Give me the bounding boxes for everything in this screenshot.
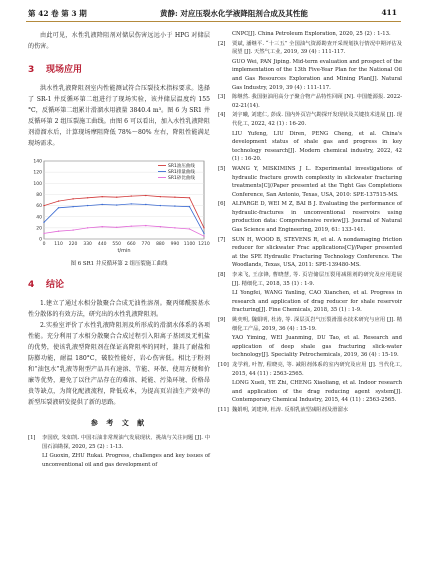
references-heading: 参 考 文 献 [90, 418, 148, 427]
series-point [87, 197, 88, 198]
series-point [43, 222, 44, 223]
series-point [145, 204, 146, 205]
x-tick-label: 110 [54, 242, 63, 247]
reference-item [218, 361, 402, 378]
page-number: 411 [381, 8, 397, 17]
series-point [203, 227, 204, 228]
reference-item [218, 334, 402, 360]
reference-text: WANG Y, MISKIMINS J L. Experimental investigations of hydraulic fracture growth complexity in slickwater fracturing treatments[C]//Paper presented at the Tight Gas Completions Conference, San Antonio, Texas, USA, 2010: SPE-137515-MS. [232, 165, 402, 198]
x-tick-label: 0 [42, 242, 46, 247]
reference-number: [6] [218, 201, 226, 208]
series-line [44, 226, 204, 237]
reference-number [218, 289, 232, 315]
reference-item [218, 236, 402, 270]
x-axis-label: t/min [117, 248, 131, 254]
reference-text: YAO Yiming, WEI Juanming, DU Tao, et al. Research and application of deep shale gas fracturing slick-water technology[J]. Speciality Petrochemicals, 2019, 36 (4) : 15-19. [232, 335, 402, 359]
reference-text: 姚奕明, 魏娟明, 杜涛, 等. 深层页岩气压裂滑溜水技术研究与应用 [J]. 精细化工产品, 2019, 36 (4) : 15-19. [232, 317, 402, 332]
series-point [174, 197, 175, 198]
series-point [131, 195, 132, 196]
right-column [218, 30, 402, 416]
series-point [160, 196, 161, 197]
reference-text: 李来飞, 王彦锋, 曹晓慧, 等. 页岩储层压裂用减阻剂的研究及应用进展 [J]. 精细化工, 2018, 35 (1) : 1-9. [232, 272, 402, 287]
reference-number: [3] [218, 94, 226, 101]
y-tick-label: 100 [33, 181, 42, 187]
reference-number: [4] [218, 112, 226, 119]
reference-item [218, 406, 402, 415]
reference-text: LIU Yufeng, LIU Diren, PENG Cheng, et al. China's development status of shale gas and progress in key technology research[J]. Modern chemical industry, 2022, 42 (1) : 16-20. [232, 130, 402, 163]
series-point [116, 204, 117, 205]
x-tick-label: 770 [141, 242, 151, 247]
reference-number [218, 379, 232, 405]
x-tick-label: 990 [170, 242, 180, 247]
reference-text: 贾斌, 潘继平. “十三五” 全国油气资源勘查开采规划执行情况中期评估及展望 [J]. 天然气工业, 2019, 39 (4) : 111-117. [232, 40, 402, 56]
reference-text: LONG Xueli, YE Zhi, CHENG Xiaoliang, et al. Indoor research and application of the drag reducing agent system[J]. Contemporary Chemical Industry, 2015, 44 (11) : 2563-2565. [232, 380, 402, 404]
reference-item [218, 58, 402, 92]
reference-item [218, 316, 402, 333]
reference-text: 李国欣, 朱如凯. 中国石油非常规油气发展现状、挑战与关注问题 [J]. 中国石油勘探, 2020, 25 (2) : 1-13. [42, 435, 210, 450]
legend-label: SR1砂比曲线 [168, 176, 195, 181]
series-point [116, 227, 117, 228]
series-point [101, 226, 102, 227]
reference-item [28, 434, 210, 451]
reference-text: 魏娟明, 刘建坤, 杜涛. 反相乳液型减阻剂及滑溜水 [232, 406, 349, 413]
section-4-title: 结论 [46, 280, 65, 290]
page-header [0, 0, 427, 26]
reference-item [218, 130, 402, 164]
series-line [44, 204, 204, 234]
reference-number [218, 334, 232, 360]
section-4-number: 4 [28, 280, 35, 290]
reference-item [218, 165, 402, 199]
series-point [189, 206, 190, 207]
reference-number: [10] [218, 361, 229, 368]
reference-item [218, 379, 402, 405]
reference-item [218, 200, 402, 234]
running-title: 黄静: 对应压裂水化学液降阻剂合成及其性能 [160, 9, 308, 18]
series-point [72, 198, 73, 199]
reference-text: LI Yongfei, WANG Yanling, CAO Xianchen, et al. Progress in research and application of drag reducer for shale reservoir fracturing[J]. Fine Chemicals, 2018, 35 (1) : 1-9. [232, 290, 402, 314]
section-3-title: 现场应用 [46, 65, 83, 75]
chart-svg [28, 155, 210, 257]
reference-text: ALFARGE D, WEI M Z, BAI B J. Evaluating the performance of hydraulic-fractures in unconventional reservoirs using production data: Comprehensive review[J]. Journal of Natural Gas Science and Engineering, 2019, 61: 133-141. [232, 201, 402, 234]
reference-number: [7] [218, 236, 226, 243]
legend-label: SR1油压曲线 [168, 164, 195, 169]
series-point [72, 206, 73, 207]
reference-number: [11] [218, 406, 229, 413]
reference-text: 龙学莉, 叶智, 程晓亮, 等. 减阻剂体系的室内研究及应用 [J]. 当代化工, 2015, 44 (11) : 2563-2565. [232, 361, 402, 377]
legend-label: SR1排量曲线 [168, 170, 195, 175]
series-point [58, 200, 59, 201]
y-tick-label: 80 [36, 193, 42, 199]
reference-text: SUN H, WOOD B, STEVENS R, et al. A nondamaging friction reducer for slickwater Frac applications[C]//Paper presented at the SPE Hydraulic Fracturing Technology Conference. The Woodlands, Texas, USA, 2011: SPE-139480-MS. [232, 236, 402, 269]
reference-number [28, 452, 42, 469]
reference-text: GUO Wei, PAN Jiping. Mid-term evaluation and prospect of the implementation of the 13th Five-Year Plan for the National Oil and Gas Resources Exploration and Mining Plan[J]. Natural Gas Industry, 2019, 39 (4) : 111-117. [232, 58, 402, 91]
series-point [174, 227, 175, 228]
series-point [58, 231, 59, 232]
series-point [131, 225, 132, 226]
section-3-heading [28, 62, 210, 75]
series-point [101, 196, 102, 197]
series-point [189, 197, 190, 198]
header-rule [26, 21, 401, 22]
series-point [87, 227, 88, 228]
reference-text: 陈继然. 我国驱油用高分子聚合物产品特性回顾 [N]. 中国能源报. 2022-02-21(14). [232, 94, 402, 109]
x-tick-label: 330 [83, 242, 92, 247]
y-tick-label: 40 [36, 215, 42, 221]
x-tick-label: 1210 [198, 242, 210, 247]
y-tick-label: 60 [36, 204, 42, 210]
series-point [145, 195, 146, 196]
series-point [116, 197, 117, 198]
series-line [44, 196, 204, 228]
reference-item [28, 452, 210, 469]
reference-item [218, 111, 402, 128]
intro-paragraph: 由此可见，水性乳液降阻剂对储层伤害远远小于 HPG 对储层的伤害。 [28, 32, 210, 50]
figure-6-chart [28, 155, 210, 257]
series-point [87, 205, 88, 206]
series-point [131, 203, 132, 204]
left-column [28, 30, 210, 470]
conclusion-2: 2.实验室评价了水性乳液降阻剂及所形成的滑溜水体系的各项性能。充分利用了水相分散聚合合成过程引入阳离子基团及无机盐的优势，使该乳液型降阻剂在保证高降阻率的同时，兼具了耐盐和防膨功能，耐温 180°C，破胶性能好，岩心伤害低。相比于粉剂和“油包水”乳液等附型产品具有速溶、节能、环保、使用方便和价廉等优势，避免了以往产品存在的难溶、耗能、污染环境、价格昂贵等缺点，为简化配液流程，降低成本，为提高页岩油生产效率的新型压裂液研发提供了新的思路。 [28, 322, 210, 406]
x-tick-label: 440 [97, 242, 107, 247]
x-tick-label: 660 [126, 242, 136, 247]
series-point [72, 229, 73, 230]
section-4-heading [28, 277, 210, 290]
journal-issue: 第 42 卷 第 3 期 [28, 9, 87, 18]
figure-6-caption: 图 6 SR1 井反循环第 2 组压裂施工曲线 [70, 261, 168, 267]
section-3-paragraph: 洪水性乳液降阻剂室内性能测试符合压裂技术指标要求。选择了 SR-1 井反循环第二组进行了现场实验，该井储层温度约 155 °C，反循环第二组累计滑溜水用液量 3840.4 m³。图 6 为 SR1 井反循环第 2 组压裂施工曲线。由图 6 可以看出，加入水性乳液降阻剂滑溜水后，计算现场摩阻降低 78%～80% 左右，降阻性能满足现场需求。 [28, 85, 210, 147]
series-point [145, 225, 146, 226]
reference-number: [2] [218, 40, 226, 47]
series-point [203, 233, 204, 234]
series-point [160, 226, 161, 227]
series-point [58, 207, 59, 208]
y-tick-label: 120 [33, 170, 42, 176]
series-point [43, 233, 44, 234]
x-tick-label: 220 [68, 242, 78, 247]
x-tick-label: 880 [156, 242, 165, 247]
series-point [189, 228, 190, 229]
reference-continuation: CNPC[J]. China Petroleum Exploration, 2020, 25 (2) : 1-13. [232, 31, 391, 37]
reference-text: 刘宇曦, 刘建仁, 彭成. 国内外页岩气勘探开发现状及关键技术进展 [J]. 现代化工, 2022, 42 (1) : 16-20. [232, 112, 402, 127]
reference-item [218, 271, 402, 288]
reference-item [218, 289, 402, 315]
y-tick-label: 0 [39, 237, 42, 243]
conclusion-1: 1.建立了通过水相分散聚合合成无油性溶剂。聚丙烯酰胺基水性分散体的有效方法，研究出的水性乳液降阻剂。 [28, 300, 210, 318]
series-point [43, 205, 44, 206]
reference-item [218, 40, 402, 57]
x-tick-label: 550 [112, 242, 122, 247]
reference-text: LI Guoxin, ZHU Rukai. Progress, challenges and key issues of unconventional oil and gas development of [42, 453, 210, 468]
x-tick-label: 1100 [183, 242, 196, 247]
series-point [203, 236, 204, 237]
reference-number [218, 130, 232, 164]
reference-number: [8] [218, 272, 226, 279]
series-point [101, 204, 102, 205]
section-3-number: 3 [28, 65, 35, 75]
reference-item [218, 93, 402, 110]
series-point [174, 205, 175, 206]
y-tick-label: 20 [36, 226, 42, 232]
reference-number: [1] [28, 435, 36, 441]
reference-number: [9] [218, 317, 226, 323]
reference-number: [5] [218, 165, 226, 172]
y-tick-label: 140 [33, 159, 42, 165]
reference-number [218, 58, 232, 92]
series-point [160, 205, 161, 206]
